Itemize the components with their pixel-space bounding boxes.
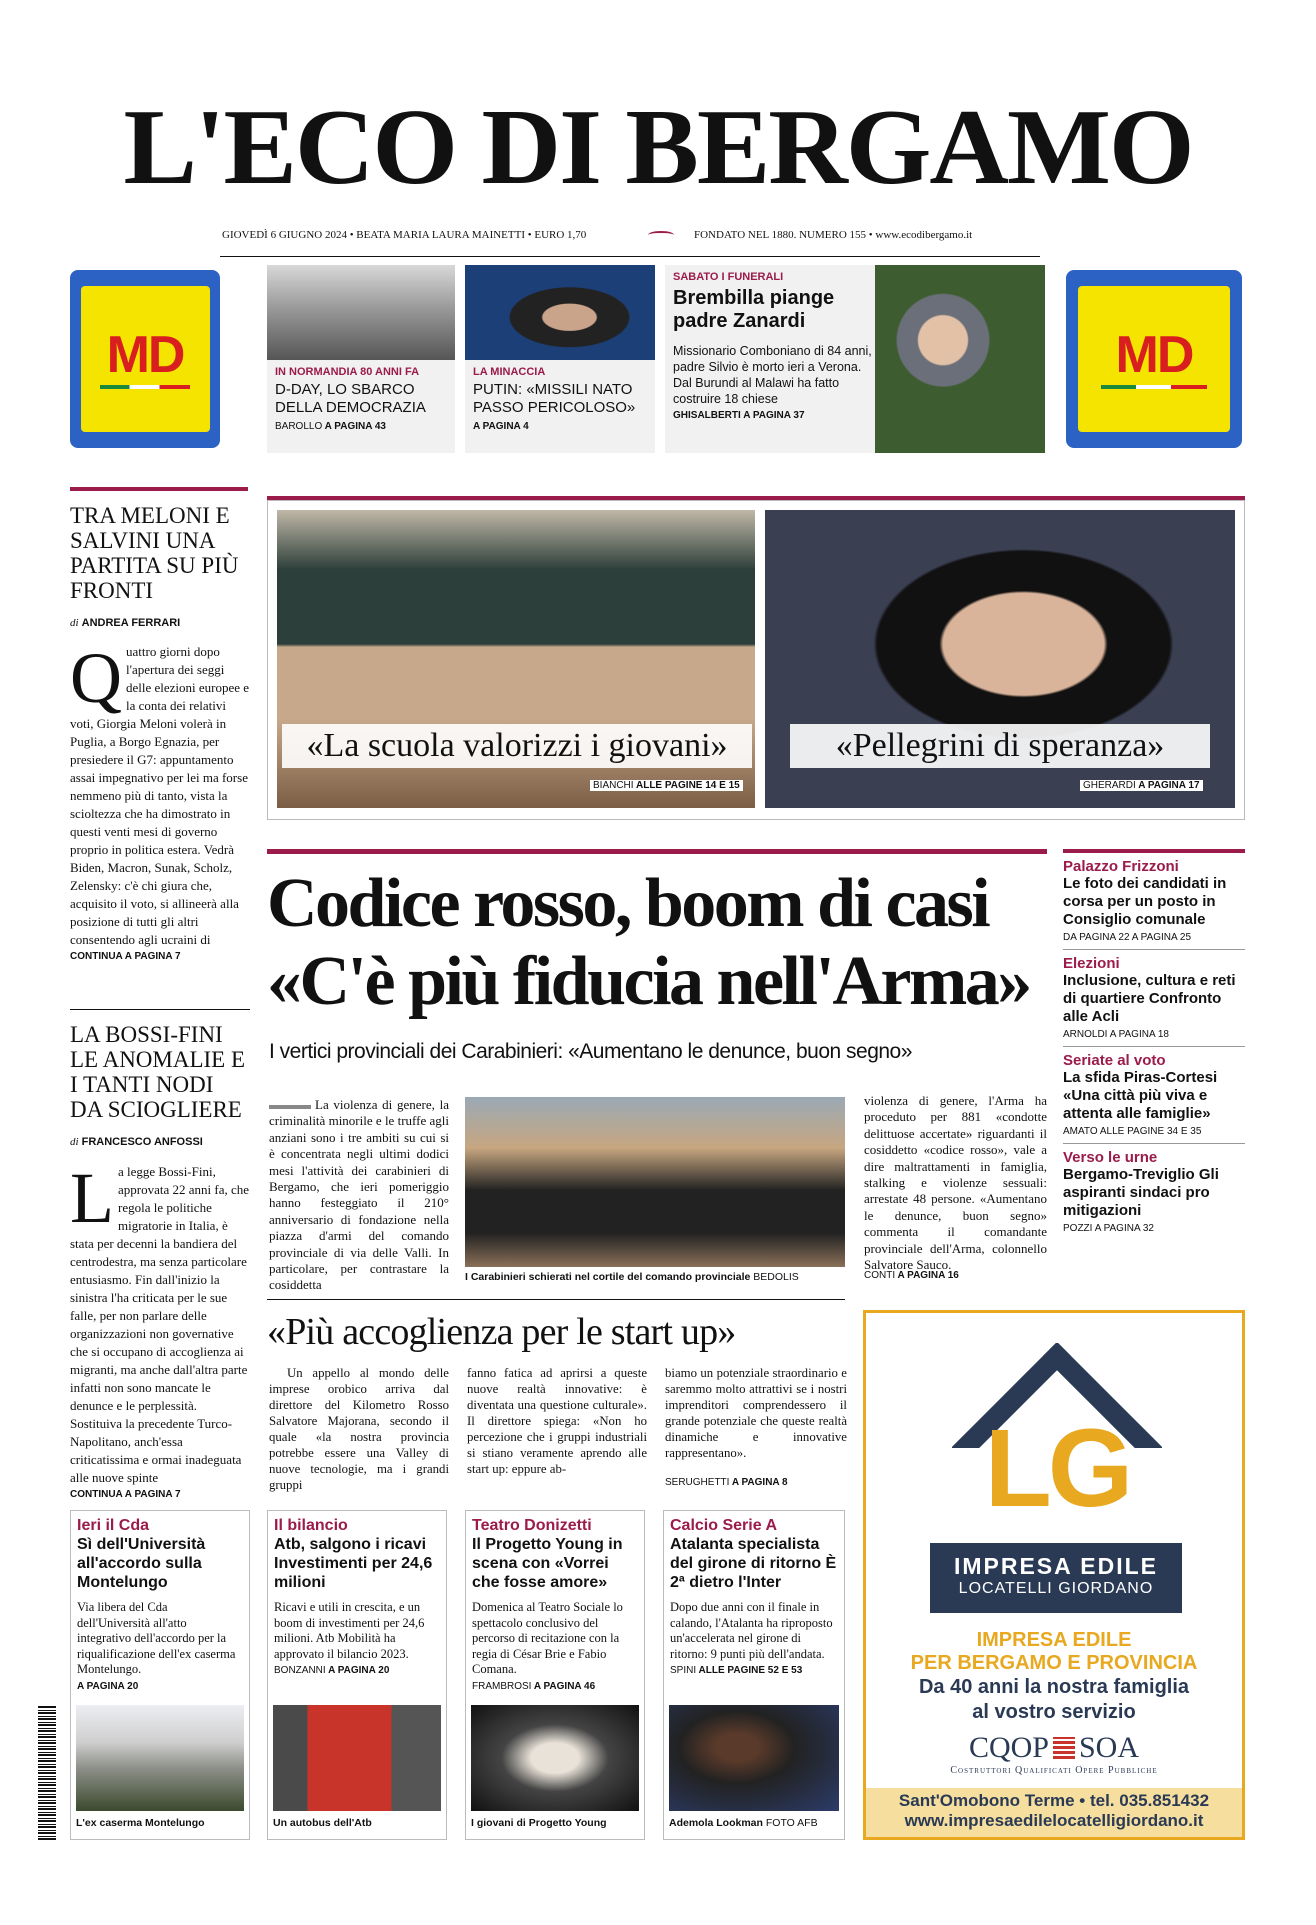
main-col1: La violenza di genere, la criminalità minorile e le truffe agli anziani sono i tre ambiti su cui si è concentrata negli ultimi dodici mesi l'attività dei carabinieri di Bergamo, che ieri pomeriggio hanno festeggiato il 210° anniversario di fondazione nella piazza d'armi del comando provinciale di via delle Valli. In particolare, per contrastare la cosiddetta bbox=[269, 1097, 449, 1293]
editorial2-text: a legge Bossi-Fini, approvata 22 anni fa, che regola le politiche migratorie in Italia, è stata per decenni la bandiera del centrodestra, ma senza particolare entusiasmo. Fin dall'inizio la sinistra l'ha criticata per le sue falle, per non parlare delle organizzazioni non governative che si occupano di accoglienza ai migranti, ma anche dall'altra parte infatti non sono mancate le denunce e le perplessità. Sostituiva la precedente Turco-Napolitano, anch'essa criticatissima e ormai inadeguata alle nuove spinte bbox=[70, 1164, 250, 1485]
editorial2-dropcap: L bbox=[70, 1158, 114, 1238]
teaser-zanardi[interactable] bbox=[665, 265, 1045, 453]
teaser-dday[interactable] bbox=[267, 265, 455, 453]
barcode bbox=[38, 1705, 56, 1840]
teaser-title: PUTIN: «MISSILI NATO PASSO PERICOLOSO» bbox=[473, 381, 636, 416]
teaser-credit: GHISALBERTI bbox=[673, 410, 741, 421]
editorial1-title: TRA MELONI E SALVINI UNA PARTITA SU PIÙ FRONTI bbox=[70, 503, 239, 603]
bottom-text: Dopo due anni con il finale in calando, l'Atalanta ha riproposto un'accelerata nel girone di ritorno: 9 punti più dell'andata. bbox=[670, 1600, 833, 1661]
startup-rule bbox=[267, 1299, 845, 1300]
sidebar-credit: POZZI bbox=[1063, 1223, 1093, 1234]
sidebar-kicker: Palazzo Frizzoni bbox=[1063, 858, 1179, 875]
sidebar-item[interactable] bbox=[1063, 853, 1245, 950]
md-logo-right: MD bbox=[1115, 325, 1193, 384]
masthead-rule bbox=[220, 256, 1040, 257]
masthead-title: L'ECO DI BERGAMO bbox=[123, 88, 1193, 207]
bottom-title: Il Progetto Young in scena con «Vorrei che fosse amore» bbox=[472, 1536, 623, 1591]
teaser-page: A PAGINA 43 bbox=[324, 421, 386, 432]
photo-page: ALLE PAGINE 14 E 15 bbox=[635, 780, 740, 791]
sidebar-kicker: Seriate al voto bbox=[1063, 1052, 1166, 1069]
main-credit bbox=[864, 1270, 959, 1281]
sidebar-item[interactable] bbox=[1063, 1047, 1245, 1144]
classroom-credit bbox=[590, 780, 743, 791]
bottom-kicker: Teatro Donizetti bbox=[472, 1517, 592, 1534]
md-ad-left[interactable] bbox=[70, 270, 220, 448]
editorial2-body bbox=[70, 1158, 250, 1500]
bottom-caption: L'ex caserma Montelungo bbox=[76, 1817, 205, 1829]
carabinieri-photo[interactable] bbox=[465, 1097, 845, 1267]
editorial-rule bbox=[70, 487, 248, 491]
lg-logo: LG bbox=[984, 1407, 1130, 1530]
bottom-caption: Un autobus dell'Atb bbox=[273, 1817, 372, 1829]
carabinieri-caption bbox=[465, 1271, 799, 1283]
main-rule bbox=[267, 849, 1047, 854]
article-credit: CONTI bbox=[864, 1270, 896, 1281]
bottom-page: A PAGINA 46 bbox=[533, 1680, 596, 1692]
classroom-quote: «La scuola valorizzi i giovani» bbox=[282, 724, 752, 768]
article-page: A PAGINA 16 bbox=[897, 1270, 959, 1281]
byline-author: FRANCESCO ANFOSSI bbox=[81, 1136, 203, 1148]
sidebar-kicker: Elezioni bbox=[1063, 955, 1120, 972]
bottom-page: ALLE PAGINE 52 E 53 bbox=[698, 1665, 803, 1676]
byline-prefix: di bbox=[70, 1136, 79, 1148]
teaser-page: A PAGINA 4 bbox=[473, 421, 529, 432]
sidebar-title: Bergamo-Treviglio Gli aspiranti sindaci pro mitigazioni bbox=[1063, 1166, 1219, 1219]
teaser-kicker: IN NORMANDIA 80 ANNI FA bbox=[275, 366, 420, 378]
sidebar bbox=[1063, 849, 1245, 1240]
bottom-credit: BONZANNI bbox=[274, 1665, 326, 1676]
lg-box-line1: IMPRESA EDILE bbox=[953, 1553, 1159, 1579]
bottom-kicker: Ieri il Cda bbox=[77, 1517, 150, 1534]
sidebar-credit: ARNOLDI bbox=[1063, 1029, 1108, 1040]
teaser-kicker: LA MINACCIA bbox=[473, 366, 546, 378]
bottom-kicker: Il bilancio bbox=[274, 1517, 348, 1534]
photo-credit: BIANCHI bbox=[593, 780, 634, 791]
main-col3: violenza di genere, l'Arma ha proceduto per 881 «condotte delittuose accertate» riguardanti il cosiddetto «codice rosso», vale a dire maltrattamenti in famiglia, stalking e violenze sessuali: arrestate 48 persone. «Aumentano le denunce, buon segno» commenta il comandante provinciale dell'Arma, colonnello Salvatore Sauco. bbox=[864, 1093, 1047, 1273]
sidebar-credit: AMATO bbox=[1063, 1126, 1098, 1137]
byline-author: ANDREA FERRARI bbox=[81, 617, 181, 629]
lg-name-box bbox=[930, 1543, 1182, 1613]
putin-photo bbox=[465, 265, 655, 360]
sidebar-page: A PAGINA 32 bbox=[1094, 1223, 1154, 1234]
bottom-title: Atb, salgono i ricavi Investimenti per 24,6 milioni bbox=[274, 1536, 433, 1591]
cqop-logo: CQOP bbox=[968, 1731, 1049, 1764]
bus-photo bbox=[273, 1705, 441, 1811]
soa-logo: SOA bbox=[1079, 1731, 1140, 1764]
bottom-kicker: Calcio Serie A bbox=[670, 1517, 778, 1534]
theatre-photo bbox=[471, 1705, 639, 1811]
editorial1-dropcap: Q bbox=[70, 638, 122, 718]
article-page: A PAGINA 8 bbox=[731, 1477, 788, 1488]
bottom-page: A PAGINA 20 bbox=[328, 1665, 390, 1676]
sidebar-page: ALLE PAGINE 34 E 35 bbox=[1099, 1126, 1202, 1137]
montelungo-photo bbox=[76, 1705, 244, 1811]
bishop-quote: «Pellegrini di speranza» bbox=[790, 724, 1210, 768]
lg-line1: IMPRESA EDILE bbox=[976, 1629, 1132, 1651]
md-ad-right[interactable] bbox=[1066, 270, 1242, 448]
caption-text: I Carabinieri schierati nel cortile del comando provinciale bbox=[465, 1271, 751, 1283]
editorial-divider bbox=[70, 1009, 250, 1010]
startup-col2: fanno fatica ad aprirsi a queste nuove realtà innovative: è diventata una questione culturale». Il direttore spiega: «Non ho percezione che i gruppi industriali si stiano veramente aprendo alle start up: eppure ab- bbox=[467, 1366, 647, 1476]
sidebar-title: Inclusione, cultura e reti di quartiere Confronto alle Acli bbox=[1063, 972, 1236, 1025]
bottom-text: Domenica al Teatro Sociale lo spettacolo conclusivo del percorso di recitazione con la regia di César Brie e Fabio Comana. bbox=[472, 1600, 623, 1676]
photo-block-rule bbox=[267, 496, 1245, 500]
bottom-credit: FRAMBROSI bbox=[472, 1680, 532, 1692]
cqop-subtitle: Costruttori Qualificati Opere Pubbliche bbox=[950, 1765, 1158, 1776]
caption-text: Ademola Lookman bbox=[669, 1817, 763, 1829]
continue-link[interactable]: CONTINUA A PAGINA 7 bbox=[70, 1489, 181, 1500]
sidebar-title: Le foto dei candidati in corsa per un posto in Consiglio comunale bbox=[1063, 875, 1227, 928]
cqop-grid-icon bbox=[1053, 1737, 1075, 1759]
startup-headline: «Più accoglienza per le start up» bbox=[267, 1311, 736, 1353]
bottom-text: Ricavi e utili in crescita, e un boom di investimenti per 24,6 milioni. Atb Mobilità ha approvato il bilancio 2023. bbox=[274, 1600, 425, 1661]
teaser-kicker: SABATO I FUNERALI bbox=[673, 271, 784, 283]
main-subhead: I vertici provinciali dei Carabinieri: «Aumentano le denunce, buon segno» bbox=[269, 1040, 912, 1063]
lg-line4: al vostro servizio bbox=[972, 1701, 1136, 1723]
lg-box-line2: LOCATELLI GIORDANO bbox=[958, 1580, 1154, 1597]
editorial1-body bbox=[70, 638, 250, 962]
bottom-caption: I giovani di Progetto Young bbox=[471, 1817, 607, 1829]
masthead-founded: FONDATO NEL 1880. NUMERO 155 • www.ecodibergamo.it bbox=[694, 229, 973, 241]
bottom-title: Sì dell'Università all'accordo sulla Montelungo bbox=[77, 1536, 206, 1591]
editorial2-title: LA BOSSI-FINI LE ANOMALIE E I TANTI NODI DA SCIOGLIERE bbox=[70, 1022, 246, 1122]
article-credit: SERUGHETTI bbox=[665, 1477, 730, 1488]
bottom-title: Atalanta specialista del girone di ritorno È 2ª dietro l'Inter bbox=[670, 1536, 837, 1591]
teaser-text: Missionario Comboniano di 84 anni, padre Silvio è morto ieri a Verona. Dal Burundi al Malawi ha fatto costruire 18 chiese bbox=[673, 344, 872, 406]
sidebar-kicker: Verso le urne bbox=[1063, 1149, 1158, 1166]
startup-col3: biamo un potenziale straordinario e saremmo molto attrattivi se i nostri imprenditori comprendessero il grande potenziale che queste realtà dinamiche e innovative rappresentano». bbox=[665, 1366, 847, 1460]
main-headline-2: «C'è più fiducia nell'Arma» bbox=[267, 943, 1030, 1020]
dday-photo bbox=[267, 265, 455, 360]
sidebar-item[interactable] bbox=[1063, 1144, 1245, 1240]
zanardi-photo bbox=[875, 265, 1045, 453]
editorial1-text: uattro giorni dopo l'apertura dei seggi delle elezioni europee e la conta dei relativi voti, Giorgia Meloni volerà in Puglia, a Borgo Egnazia, per presiedere il G7: appuntamento assai impegnativo per lei ma forse nemmeno più di tanto, vista la scioltezza che ha dimostrato in questi venti mesi di governo proprio in politica estera. Vedrà Biden, Macron, Sunak, Scholz, Zelensky: c'è chi giura che, acquisito il voto, si allineerà alla posizione di tutti gli altri consentendo agli ucraini di bbox=[70, 644, 250, 947]
masthead-swoosh-icon bbox=[648, 231, 674, 239]
editorial2-byline bbox=[70, 1136, 203, 1148]
lg-contact-band bbox=[866, 1788, 1242, 1837]
lookman-photo bbox=[669, 1705, 839, 1811]
italian-flag-stripe-icon bbox=[1101, 385, 1207, 389]
photo-credit: GHERARDI bbox=[1083, 780, 1136, 791]
byline-prefix: di bbox=[70, 617, 79, 629]
bottom-credit: SPINI bbox=[670, 1665, 697, 1676]
lg-contact: Sant'Omobono Terme • tel. 035.851432 bbox=[898, 1791, 1210, 1810]
teaser-page: A PAGINA 37 bbox=[743, 410, 805, 421]
caption-credit: BEDOLIS bbox=[753, 1271, 799, 1283]
startup-col1: Un appello al mondo delle imprese orobico arriva dal direttore del Kilometro Rosso Salvatore Majorana, secondo il quale «la nostra provincia potrebbe essere una Valley di nuove tecnologie, ma i grandi gruppi bbox=[269, 1366, 449, 1492]
main-headline-1: Codice rosso, boom di casi bbox=[267, 865, 989, 942]
bottom-caption bbox=[669, 1817, 818, 1829]
masthead-date: GIOVEDÌ 6 GIUGNO 2024 • BEATA MARIA LAURA MAINETTI • EURO 1,70 bbox=[222, 229, 587, 241]
startup-credit bbox=[665, 1477, 788, 1488]
bishop-credit bbox=[1080, 780, 1203, 791]
photo-page: A PAGINA 17 bbox=[1138, 780, 1200, 791]
bottom-text: Via libera del Cda dell'Università all'atto integrativo dell'accordo per la riqualificazione dell'ex caserma Montelungo. bbox=[77, 1600, 236, 1676]
sidebar-title: La sfida Piras-Cortesi «Una città più viva e attenta alle famiglie» bbox=[1063, 1069, 1218, 1122]
sidebar-page: DA PAGINA 22 A PAGINA 25 bbox=[1063, 932, 1192, 943]
teaser-title: Brembilla piange padre Zanardi bbox=[673, 287, 835, 332]
teaser-putin[interactable] bbox=[465, 265, 655, 453]
italian-flag-stripe-icon bbox=[100, 385, 190, 389]
sidebar-page: A PAGINA 18 bbox=[1109, 1029, 1169, 1040]
continue-link[interactable]: CONTINUA A PAGINA 7 bbox=[70, 951, 181, 962]
bottom-page: A PAGINA 20 bbox=[77, 1680, 139, 1692]
lg-line3: Da 40 anni la nostra famiglia bbox=[918, 1676, 1190, 1698]
teaser-credit: BAROLLO bbox=[275, 421, 323, 432]
lg-ad[interactable] bbox=[863, 1310, 1245, 1840]
md-logo-left: MD bbox=[106, 325, 184, 384]
teaser-title: D-DAY, LO SBARCO DELLA DEMOCRAZIA bbox=[275, 381, 426, 416]
sidebar-item[interactable] bbox=[1063, 950, 1245, 1047]
lg-line2: PER BERGAMO E PROVINCIA bbox=[910, 1652, 1198, 1674]
editorial1-byline bbox=[70, 617, 180, 629]
lg-web[interactable]: www.impresaedilelocatelligiordano.it bbox=[904, 1811, 1204, 1830]
caption-credit: FOTO AFB bbox=[765, 1817, 818, 1829]
